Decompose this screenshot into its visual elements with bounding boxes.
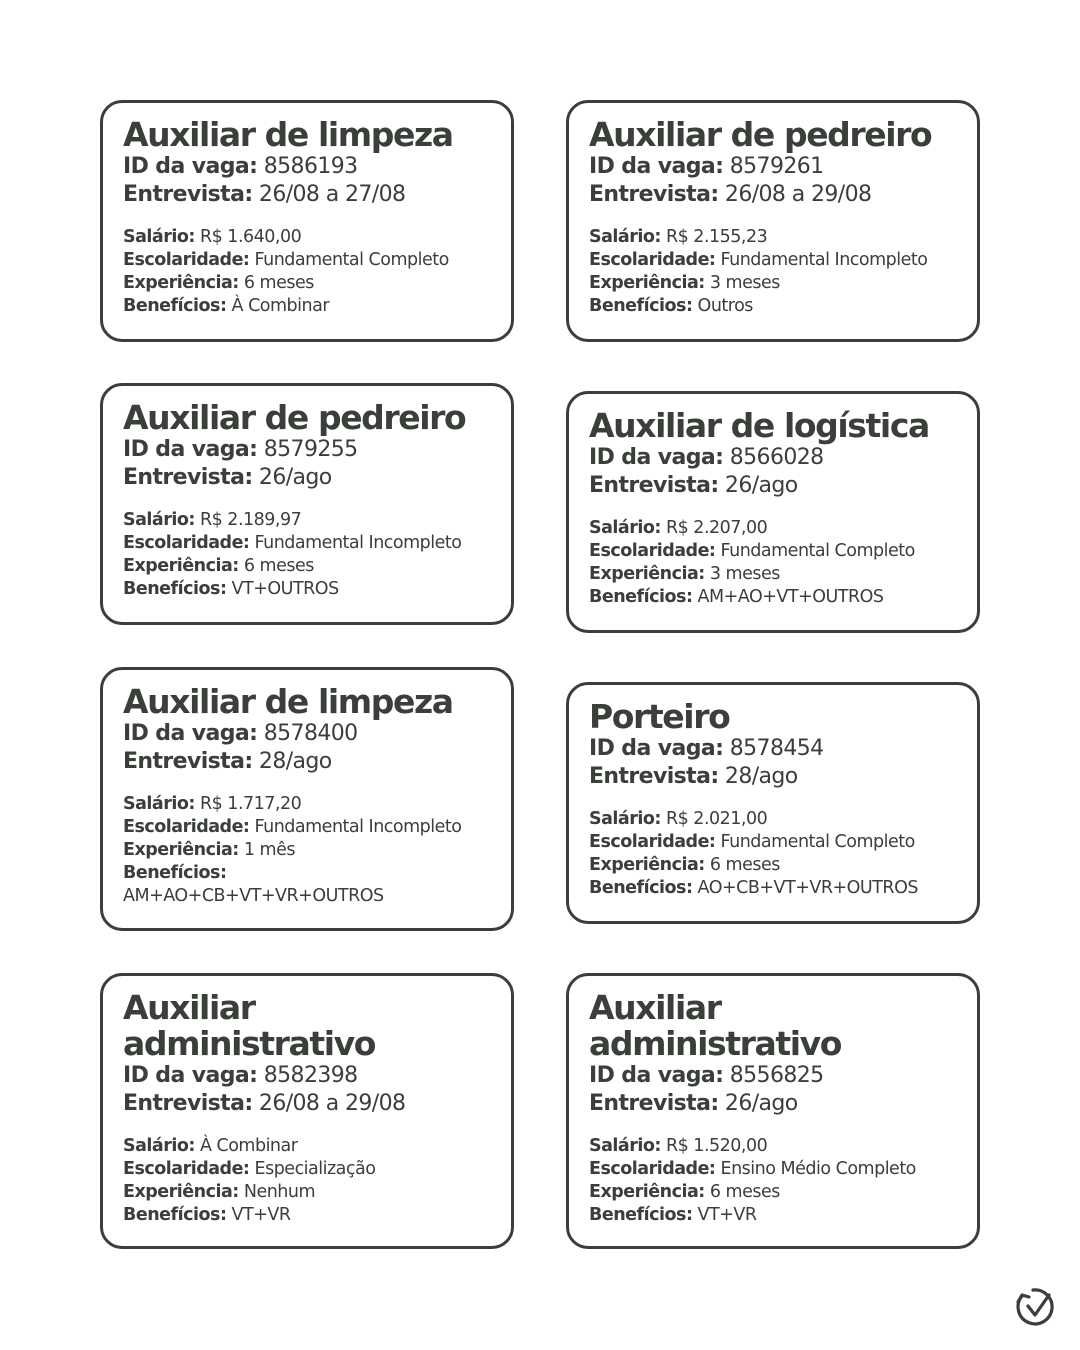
benefits-label: Benefícios: (589, 1205, 693, 1225)
benefits-value: Outros (697, 296, 753, 316)
education-label: Escolaridade: (589, 832, 716, 852)
job-id-label: ID da vaga: (123, 437, 258, 462)
benefits-value: VT+VR (697, 1205, 757, 1225)
education-label: Escolaridade: (123, 250, 250, 270)
salary-value: R$ 1.640,00 (199, 227, 302, 247)
benefits-line (123, 295, 493, 318)
benefits-line (123, 1204, 493, 1227)
job-details (123, 509, 493, 601)
job-details (123, 793, 493, 908)
education-line (123, 816, 493, 839)
benefits-line (589, 295, 959, 318)
benefits-label: Benefícios: (123, 863, 227, 883)
job-id-line (123, 720, 493, 748)
education-label: Escolaridade: (589, 1159, 716, 1179)
job-details (589, 1135, 959, 1227)
job-details (123, 226, 493, 318)
salary-line (589, 808, 959, 831)
job-card (566, 682, 980, 924)
education-line (589, 1158, 959, 1181)
job-id-line (123, 1062, 493, 1090)
education-line (123, 1158, 493, 1181)
job-card (566, 973, 980, 1249)
experience-line (123, 555, 493, 578)
interview-line (123, 181, 493, 209)
interview-label: Entrevista: (589, 473, 719, 498)
interview-value: 28/ago (724, 764, 798, 789)
experience-value: 6 meses (243, 556, 314, 576)
interview-value: 28/ago (258, 749, 332, 774)
experience-label: Experiência: (123, 273, 239, 293)
education-value: Fundamental Incompleto (254, 533, 462, 553)
salary-line (123, 1135, 493, 1158)
experience-line (589, 272, 959, 295)
salary-value: R$ 2.189,97 (199, 510, 302, 530)
experience-label: Experiência: (123, 556, 239, 576)
education-label: Escolaridade: (589, 541, 716, 561)
job-title: Auxiliar de pedreiro (589, 115, 932, 154)
experience-label: Experiência: (589, 564, 705, 584)
benefits-label: Benefícios: (123, 579, 227, 599)
benefits-value: VT+VR (231, 1205, 291, 1225)
experience-line (123, 1181, 493, 1204)
benefits-label: Benefícios: (123, 296, 227, 316)
benefits-line (589, 1204, 959, 1227)
job-title-line-1: Auxiliar (123, 988, 255, 1027)
job-title: Auxiliar de pedreiro (123, 398, 466, 437)
job-title-line-1: Auxiliar (589, 988, 721, 1027)
job-title-line-2: administrativo (589, 1024, 842, 1063)
salary-label: Salário: (123, 510, 195, 530)
interview-line (589, 763, 959, 791)
interview-value: 26/ago (724, 1091, 798, 1116)
benefits-value: AO+CB+VT+VR+OUTROS (697, 878, 918, 898)
job-title-line-2: administrativo (123, 1024, 376, 1063)
job-card (566, 391, 980, 633)
job-id-label: ID da vaga: (123, 154, 258, 179)
education-label: Escolaridade: (123, 1159, 250, 1179)
salary-value: R$ 1.520,00 (665, 1136, 768, 1156)
interview-value: 26/ago (724, 473, 798, 498)
education-value: Ensino Médio Completo (720, 1159, 916, 1179)
job-id-line (589, 735, 959, 763)
experience-line (589, 854, 959, 877)
interview-label: Entrevista: (589, 1091, 719, 1116)
job-id-label: ID da vaga: (123, 721, 258, 746)
job-card (100, 383, 514, 625)
benefits-value: AM+AO+VT+OUTROS (697, 587, 884, 607)
job-title: Auxiliar de logística (589, 406, 929, 445)
education-value: Fundamental Incompleto (720, 250, 928, 270)
salary-label: Salário: (589, 809, 661, 829)
salary-line (123, 226, 493, 249)
salary-line (123, 793, 493, 816)
salary-label: Salário: (123, 1136, 195, 1156)
job-details (589, 226, 959, 318)
interview-line (589, 181, 959, 209)
benefits-value-line (123, 885, 493, 908)
benefits-line (589, 586, 959, 609)
interview-label: Entrevista: (123, 182, 253, 207)
benefits-label: Benefícios: (589, 878, 693, 898)
experience-line (123, 839, 493, 862)
job-id-label: ID da vaga: (589, 736, 724, 761)
education-value: Fundamental Completo (720, 832, 915, 852)
salary-value: R$ 2.155,23 (665, 227, 768, 247)
benefits-line (123, 862, 493, 885)
benefits-label: Benefícios: (589, 296, 693, 316)
job-card (100, 973, 514, 1249)
job-details (589, 808, 959, 900)
education-value: Especialização (254, 1159, 376, 1179)
salary-label: Salário: (589, 1136, 661, 1156)
benefits-line (123, 578, 493, 601)
benefits-line (589, 877, 959, 900)
salary-value: R$ 2.021,00 (665, 809, 768, 829)
interview-line (123, 748, 493, 776)
experience-value: 3 meses (709, 273, 780, 293)
salary-label: Salário: (589, 227, 661, 247)
job-title: Auxiliar de limpeza (123, 115, 453, 154)
education-value: Fundamental Completo (720, 541, 915, 561)
interview-label: Entrevista: (123, 465, 253, 490)
education-line (123, 532, 493, 555)
interview-line (589, 1090, 959, 1118)
education-line (589, 540, 959, 563)
job-id-label: ID da vaga: (123, 1063, 258, 1088)
salary-line (589, 226, 959, 249)
experience-value: 1 mês (243, 840, 295, 860)
interview-value: 26/ago (258, 465, 332, 490)
job-id-label: ID da vaga: (589, 1063, 724, 1088)
experience-label: Experiência: (589, 273, 705, 293)
benefits-value: AM+AO+CB+VT+VR+OUTROS (123, 886, 384, 906)
experience-value: Nenhum (243, 1182, 316, 1202)
interview-line (123, 464, 493, 492)
job-title: Auxiliar de limpeza (123, 682, 453, 721)
logo-mark-icon (1014, 1282, 1060, 1332)
experience-label: Experiência: (589, 1182, 705, 1202)
job-card (100, 100, 514, 342)
experience-line (589, 1181, 959, 1204)
experience-label: Experiência: (123, 1182, 239, 1202)
benefits-label: Benefícios: (123, 1205, 227, 1225)
education-value: Fundamental Completo (254, 250, 449, 270)
education-label: Escolaridade: (123, 533, 250, 553)
salary-line (589, 1135, 959, 1158)
job-id-value: 8578454 (729, 736, 824, 761)
salary-label: Salário: (123, 794, 195, 814)
job-id-value: 8582398 (263, 1063, 358, 1088)
job-id-value: 8566028 (729, 445, 824, 470)
experience-label: Experiência: (123, 840, 239, 860)
experience-line (123, 272, 493, 295)
benefits-value: À Combinar (231, 296, 330, 316)
job-details (123, 1135, 493, 1227)
job-details (589, 517, 959, 609)
interview-label: Entrevista: (123, 1091, 253, 1116)
interview-label: Entrevista: (589, 182, 719, 207)
interview-value: 26/08 a 29/08 (258, 1091, 406, 1116)
interview-value: 26/08 a 29/08 (724, 182, 872, 207)
job-id-line (123, 436, 493, 464)
salary-value: R$ 2.207,00 (665, 518, 768, 538)
salary-value: R$ 1.717,20 (199, 794, 302, 814)
education-line (589, 249, 959, 272)
experience-line (589, 563, 959, 586)
salary-line (589, 517, 959, 540)
salary-label: Salário: (589, 518, 661, 538)
education-line (123, 249, 493, 272)
salary-label: Salário: (123, 227, 195, 247)
interview-line (589, 472, 959, 500)
job-id-value: 8579255 (263, 437, 358, 462)
education-label: Escolaridade: (123, 817, 250, 837)
job-card (100, 667, 514, 931)
interview-label: Entrevista: (123, 749, 253, 774)
salary-value: À Combinar (199, 1136, 298, 1156)
experience-label: Experiência: (589, 855, 705, 875)
salary-line (123, 509, 493, 532)
interview-line (123, 1090, 493, 1118)
experience-value: 6 meses (243, 273, 314, 293)
job-id-line (589, 444, 959, 472)
job-id-value: 8586193 (263, 154, 358, 179)
benefits-label: Benefícios: (589, 587, 693, 607)
interview-label: Entrevista: (589, 764, 719, 789)
job-id-value: 8556825 (729, 1063, 824, 1088)
job-id-value: 8578400 (263, 721, 358, 746)
job-card (566, 100, 980, 342)
job-id-value: 8579261 (729, 154, 824, 179)
interview-value: 26/08 a 27/08 (258, 182, 406, 207)
job-id-line (589, 153, 959, 181)
benefits-value: VT+OUTROS (231, 579, 339, 599)
job-id-line (123, 153, 493, 181)
education-value: Fundamental Incompleto (254, 817, 462, 837)
job-id-line (589, 1062, 959, 1090)
job-title: Porteiro (589, 697, 730, 736)
experience-value: 6 meses (709, 855, 780, 875)
education-line (589, 831, 959, 854)
experience-value: 6 meses (709, 1182, 780, 1202)
experience-value: 3 meses (709, 564, 780, 584)
education-label: Escolaridade: (589, 250, 716, 270)
job-id-label: ID da vaga: (589, 154, 724, 179)
job-id-label: ID da vaga: (589, 445, 724, 470)
